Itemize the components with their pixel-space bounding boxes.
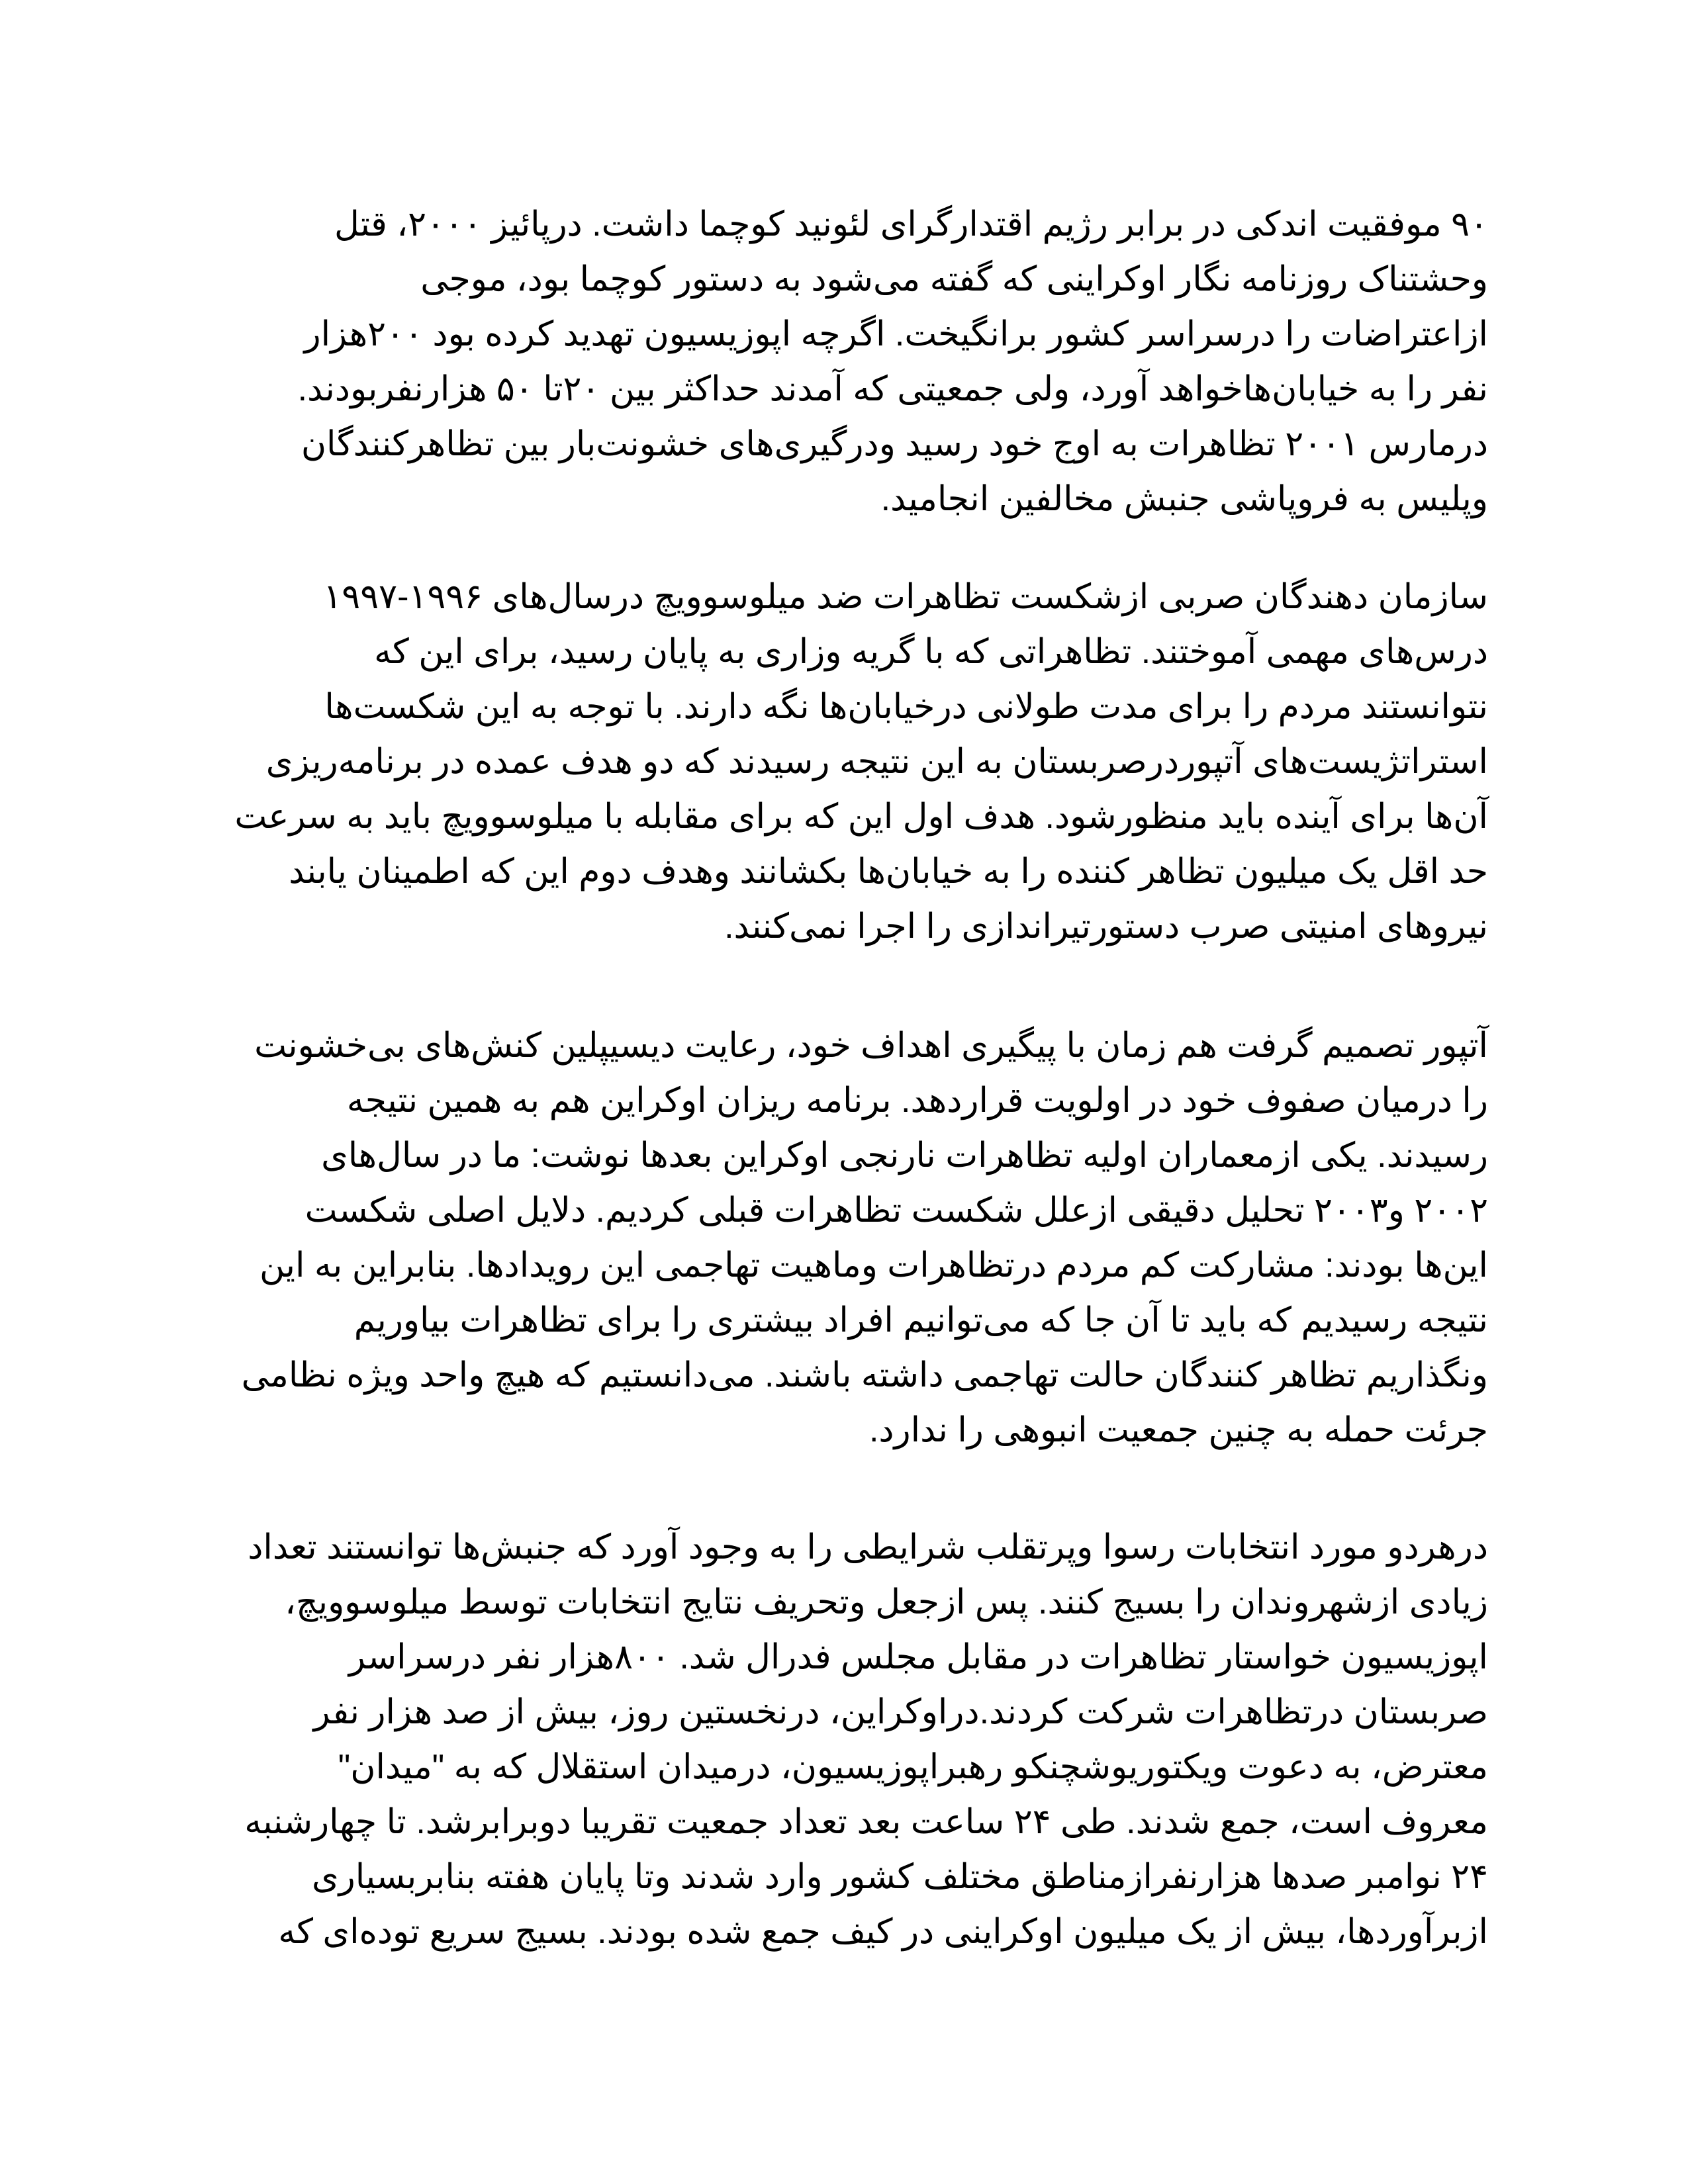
paragraph-line: رسیدند. یکی ازمعماران اولیه تظاهرات نارنجی اوکراین بعدها نوشت: ما در سال‌های	[321, 1136, 1488, 1175]
paragraph-line: سازمان دهندگان صربی ازشکست تظاهرات ضد میلوسوویچ درسال‌های ۱۹۹۶-۱۹۹۷	[323, 578, 1488, 616]
paragraph-line: جرئت حمله به چنین جمعیت انبوهی را ندارد.	[868, 1411, 1488, 1449]
paragraph-line: ۹۰ موفقیت اندکی در برابر رژیم اقتدارگرای لئونید کوچما داشت. درپائیز ۲۰۰۰، قتل	[334, 205, 1488, 244]
paragraph-3	[185, 1019, 1488, 1458]
paragraph-line: حد اقل یک میلیون تظاهر کننده را به خیابان‌ها بکشانند وهدف دوم این که اطمینان یابند	[289, 852, 1488, 891]
paragraph-1	[185, 197, 1488, 527]
paragraph-line: نیروهای امنیتی صرب دستورتیراندازی را اجرا نمی‌کنند.	[724, 907, 1488, 946]
paragraph-line: درس‌های مهمی آموختند. تظاهراتی که با گریه وزاری به پایان رسید، برای این که	[374, 633, 1488, 671]
paragraph-line: ازبرآوردها، بیش از یک میلیون اوکراینی در کیف جمع شده بودند. بسیج سریع توده‌ای که	[278, 1913, 1488, 1951]
paragraph-line: این‌ها بودند: مشارکت کم مردم درتظاهرات وماهیت تهاجمی این رویدادها. بنابراین به این	[259, 1246, 1488, 1285]
paragraph-4	[185, 1520, 1488, 1960]
paragraph-line: صربستان درتظاهرات شرکت کردند.دراوکراین، درنخستین روز، بیش از صد هزار نفر	[313, 1693, 1488, 1731]
paragraph-line: آتپور تصمیم گرفت هم زمان با پیگیری اهداف خود، رعایت دیسیپلین کنش‌های بی‌خشونت	[254, 1026, 1488, 1065]
paragraph-line: ونگذاریم تظاهر کنندگان حالت تهاجمی داشته باشند. می‌دانستیم که هیچ واحد ویژه نظامی	[241, 1356, 1488, 1394]
paragraph-line: نتیجه رسیدیم که باید تا آن جا که می‌توانیم افراد بیشتری را برای تظاهرات بیاوریم	[353, 1301, 1488, 1340]
paragraph-line: معروف است، جمع شدند. طی ۲۴ ساعت بعد تعداد جمعیت تقریبا دوبرابرشد. تا چهارشنبه	[244, 1803, 1488, 1841]
paragraph-line: استراتژیست‌های آتپوردرصربستان به این نتیجه رسیدند که دو هدف عمده در برنامه‌ریزی	[265, 743, 1488, 781]
paragraph-line: را درمیان صفوف خود در اولویت قراردهد. برنامه ریزان اوکراین هم به همین نتیجه	[346, 1081, 1488, 1120]
paragraph-line: آن‌ها برای آینده باید منظورشود. هدف اول این که برای مقابله با میلوسوویچ باید به سرعت	[234, 797, 1488, 836]
paragraph-line: درمارس ۲۰۰۱ تظاهرات به اوج خود رسید ودرگیری‌های خشونت‌بار بین تظاهرکنندگان	[301, 425, 1488, 463]
paragraph-line: زیادی ازشهروندان را بسیج کنند. پس ازجعل وتحریف نتایج انتخابات توسط میلوسوویچ،	[285, 1583, 1488, 1621]
paragraph-line: نتوانستند مردم را برای مدت طولانی درخیابان‌ها نگه دارند. با توجه به این شکست‌ها	[324, 688, 1488, 726]
paragraph-line: ازاعتراضات را درسراسر کشور برانگیخت. اگرچه اپوزیسیون تهدید کرده بود ۲۰۰هزار	[304, 315, 1488, 353]
paragraph-line: ۲۰۰۲ و۲۰۰۳ تحلیل دقیقی ازعلل شکست تظاهرات قبلی کردیم. دلایل اصلی شکست	[305, 1191, 1488, 1230]
paragraph-line: معترض، به دعوت ویکتوریوشچنکو رهبراپوزیسیون، درمیدان استقلال که به "میدان"	[338, 1748, 1488, 1786]
paragraph-line: درهردو مورد انتخابات رسوا وپرتقلب شرایطی را به وجود آورد که جنبش‌ها توانستند تعداد	[248, 1528, 1488, 1567]
paragraph-2	[185, 570, 1488, 954]
paragraph-line: ۲۴ نوامبر صدها هزارنفرازمناطق مختلف کشور وارد شدند وتا پایان هفته بنابربسیاری	[311, 1858, 1488, 1896]
paragraph-line: وپلیس به فروپاشی جنبش مخالفین انجامید.	[880, 480, 1488, 518]
paragraph-line: وحشتناک روزنامه نگار اوکراینی که گفته می‌شود به دستور کوچما بود، موجی	[420, 260, 1488, 298]
paragraph-line: اپوزیسیون خواستار تظاهرات در مقابل مجلس فدرال شد. ۸۰۰هزار نفر درسراسر	[348, 1638, 1488, 1676]
paragraph-line: نفر را به خیابان‌هاخواهد آورد، ولی جمعیتی که آمدند حداکثر بین ۲۰تا ۵۰ هزارنفربودند.	[297, 370, 1488, 408]
